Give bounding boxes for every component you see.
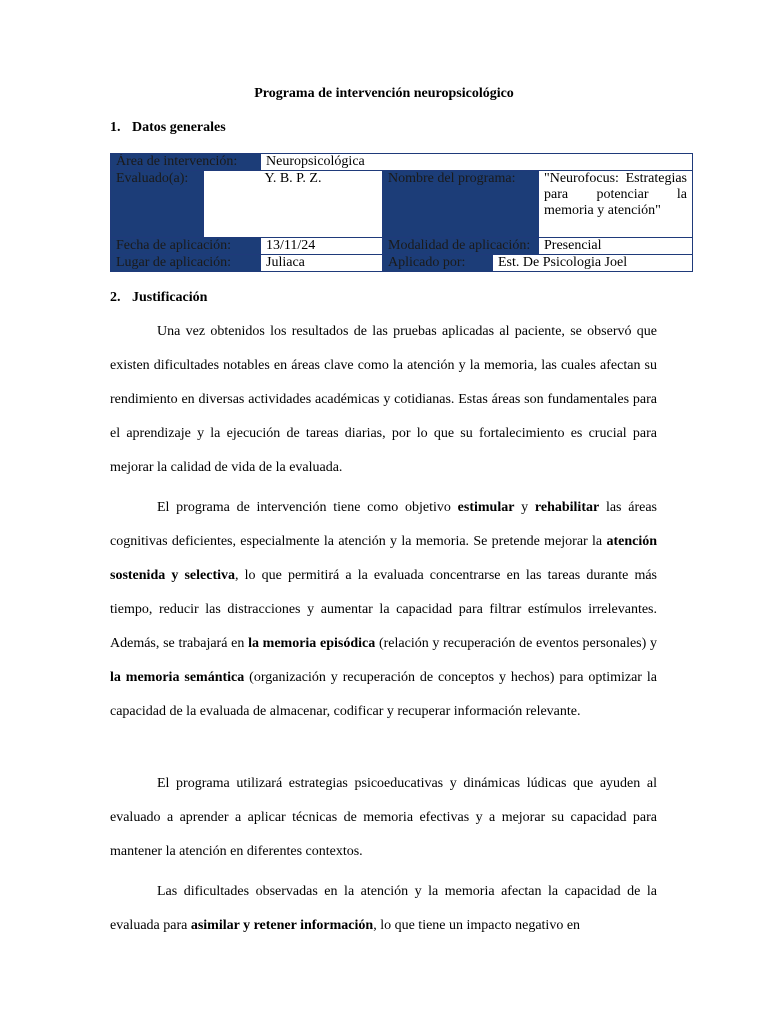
evaluado-label: Evaluado(a): (111, 171, 204, 238)
table-row (111, 255, 693, 272)
fecha-label: Fecha de aplicación: (111, 238, 261, 255)
aplicado-value: Est. De Psicologia Joel (493, 255, 693, 272)
bold-term-atencion: atención sostenida y selectiva (110, 534, 657, 583)
paragraph-2 (110, 491, 657, 729)
evaluado-value: Y. B. P. Z. (204, 171, 383, 238)
modalidad-value: Presencial (539, 238, 693, 255)
section-number: 2. (110, 290, 121, 305)
bold-term-memoria-semantica: la memoria semántica (110, 670, 245, 685)
bold-term-asimilar: asimilar y retener información (190, 918, 374, 933)
lugar-value: Juliaca (261, 255, 383, 272)
bold-term-estimular: estimular (457, 500, 515, 515)
text-run: (relación y recuperación de eventos personales) y (375, 636, 657, 651)
paragraph-1 (110, 315, 657, 485)
section-number: 1. (110, 120, 121, 135)
paragraph-3 (110, 767, 657, 869)
fecha-value: 13/11/24 (261, 238, 383, 255)
table-row (111, 238, 693, 255)
lugar-label: Lugar de aplicación: (111, 255, 261, 272)
text-run: (organización y recuperación de conceptos y hechos) para optimizar la capacidad de la evaluada de almacenar, codificar y recuperar información relevante. (110, 670, 657, 719)
text-run: las áreas cognitivas deficientes, especialmente la atención y la memoria. Se pretende mejorar la (110, 500, 657, 549)
paragraph-4 (110, 875, 657, 943)
section-heading-datos-generales (110, 120, 226, 136)
table-row (111, 171, 693, 238)
text-run: y (514, 500, 535, 515)
programa-label: Nombre del programa: (383, 171, 539, 238)
area-value: Neuropsicológica (261, 154, 693, 171)
section-heading-justificacion (110, 290, 207, 306)
datos-generales-table (110, 153, 693, 272)
text-run: , lo que tiene un impacto negativo en (373, 918, 581, 933)
text-run: Las dificultades observadas en la atención y la memoria afectan la capacidad de la evaluada para (110, 884, 657, 933)
bold-term-rehabilitar: rehabilitar (534, 500, 600, 515)
page-title: Programa de intervención neuropsicológico (254, 86, 514, 101)
section-label: Datos generales (132, 120, 226, 135)
area-label: Área de intervención: (111, 154, 261, 171)
aplicado-label: Aplicado por: (383, 255, 493, 272)
modalidad-label: Modalidad de aplicación: (383, 238, 539, 255)
programa-value: "Neurofocus: Estrategias para potenciar la memoria y atención" (539, 171, 693, 238)
section-label: Justificación (132, 290, 208, 305)
text-run: El programa de intervención tiene como objetivo (157, 500, 458, 515)
paragraph-3-text: El programa utilizará estrategias psicoeducativas y dinámicas lúdicas que ayuden al evaluado a aprender a aplicar técnicas de memoria efectivas y a mejorar su capacidad para mantener la atención en diferentes contextos. (110, 776, 657, 859)
text-run: , lo que permitirá a la evaluada concentrarse en las tareas durante más tiempo, reducir las distracciones y aumentar la capacidad para filtrar estímulos irrelevantes. Además, se trabajará en (110, 568, 657, 651)
table-row (111, 154, 693, 171)
paragraph-1-text: Una vez obtenidos los resultados de las pruebas aplicadas al paciente, se observó que existen dificultades notables en áreas clave como la atención y la memoria, las cuales afectan su rendimiento en diversas actividades académicas y cotidianas. Estas áreas son fundamentales para el aprendizaje y la ejecución de tareas diarias, por lo que su fortalecimiento es crucial para mejorar la calidad de vida de la evaluada. (110, 324, 657, 475)
bold-term-memoria-episodica: la memoria episódica (248, 636, 376, 651)
